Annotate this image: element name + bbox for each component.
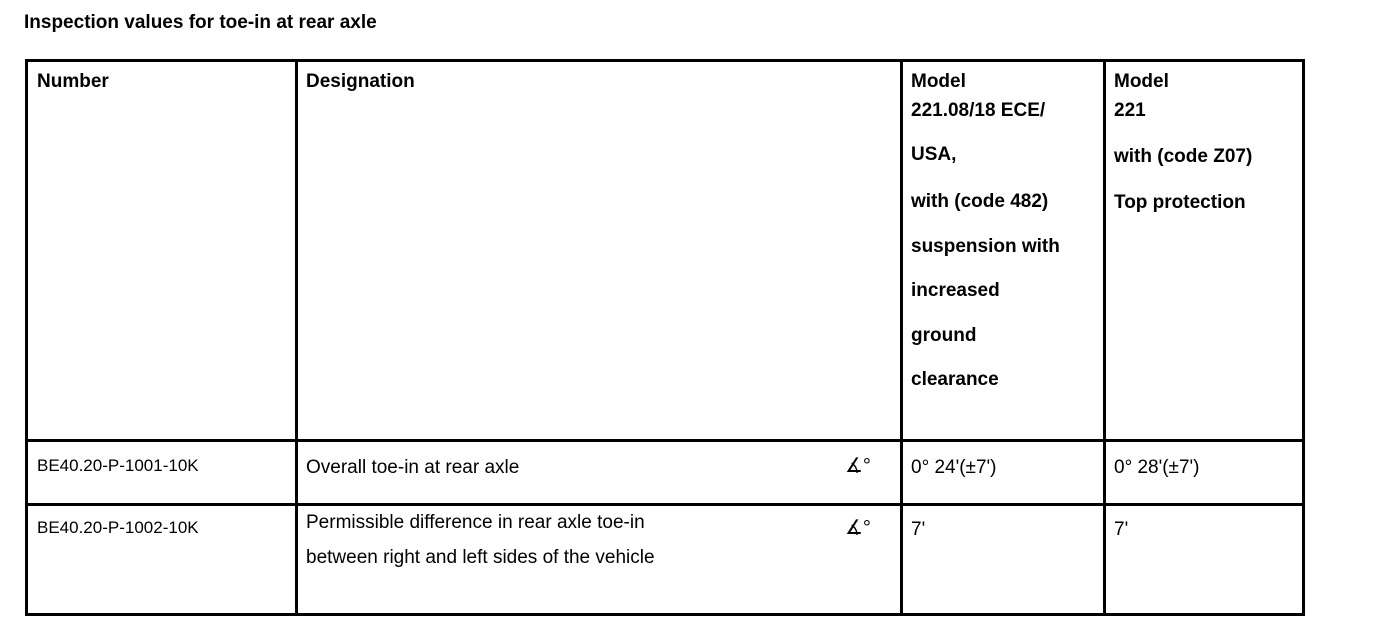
page-title: Inspection values for toe-in at rear axle: [24, 12, 377, 33]
header-model-b-line: with (code Z07): [1114, 146, 1253, 167]
header-designation: Designation: [306, 71, 415, 92]
column-divider: [900, 62, 903, 613]
header-model-a-line: 221.08/18 ECE/: [911, 100, 1046, 121]
row-value-model-b: 7': [1114, 519, 1129, 540]
inspection-values-table: [25, 59, 1305, 616]
row-designation-line: Permissible difference in rear axle toe-in: [306, 512, 645, 533]
row-value-model-a: 7': [911, 519, 926, 540]
header-number: Number: [37, 71, 109, 92]
header-model-a-line: ground: [911, 325, 977, 346]
column-divider: [1103, 62, 1106, 613]
header-model-b-line: Top protection: [1114, 192, 1246, 213]
row-divider: [28, 503, 1302, 506]
row-value-model-b: 0° 28'(±7'): [1114, 457, 1200, 478]
header-model-a-line: clearance: [911, 369, 999, 390]
header-model-a-line: Model: [911, 71, 966, 92]
angle-degree-icon: ∡°: [845, 455, 871, 477]
row-number: BE40.20-P-1001-10K: [37, 456, 199, 475]
header-model-b-line: 221: [1114, 100, 1146, 121]
header-model-a-line: USA,: [911, 144, 957, 165]
header-model-b-line: Model: [1114, 71, 1169, 92]
header-model-a-line: increased: [911, 280, 1000, 301]
header-model-a-line: with (code 482): [911, 191, 1049, 212]
row-number: BE40.20-P-1002-10K: [37, 518, 199, 537]
header-model-a-line: suspension with: [911, 236, 1060, 257]
column-divider: [295, 62, 298, 613]
row-divider: [28, 439, 1302, 442]
row-designation: Overall toe-in at rear axle: [306, 457, 520, 478]
row-value-model-a: 0° 24'(±7'): [911, 457, 997, 478]
row-designation-line: between right and left sides of the vehicle: [306, 547, 655, 568]
angle-degree-icon: ∡°: [845, 517, 871, 539]
